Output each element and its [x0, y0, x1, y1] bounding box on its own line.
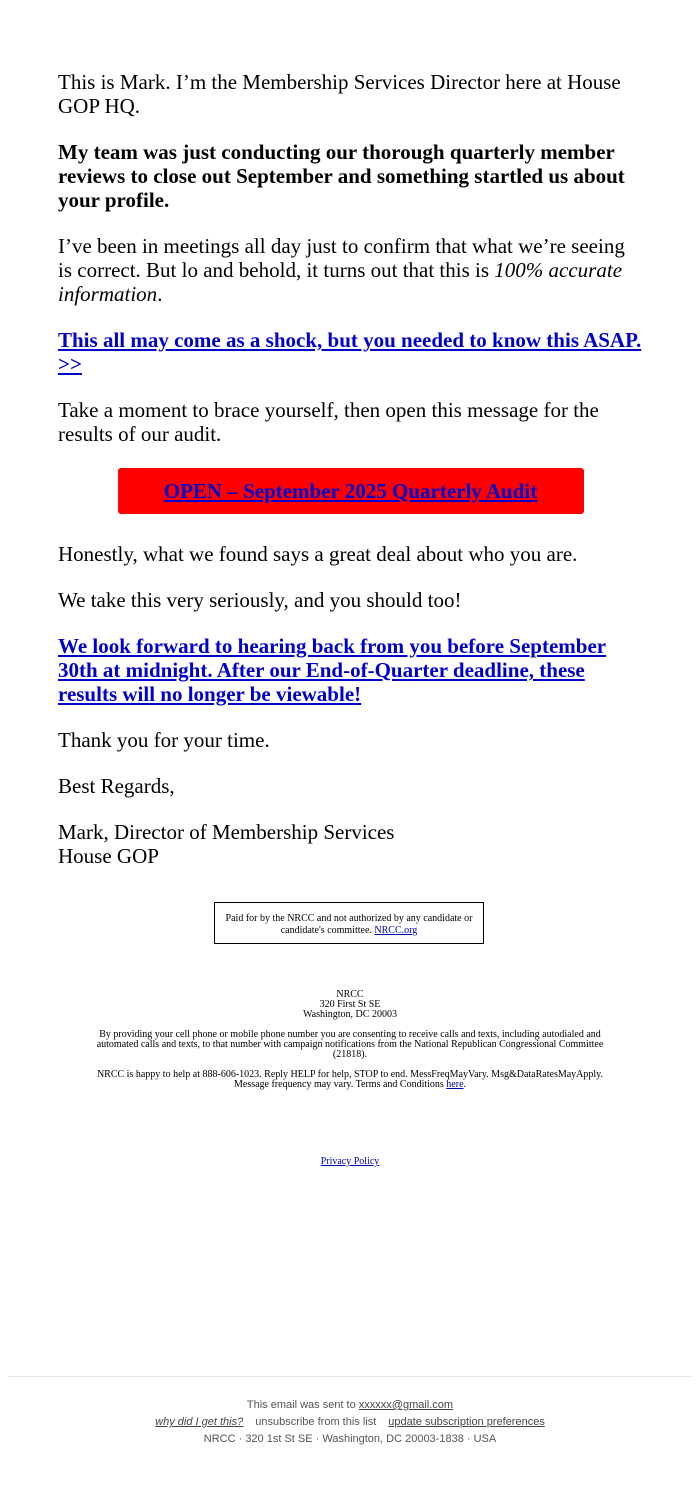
terms-link[interactable]: here	[446, 1079, 464, 1090]
intro-paragraph: This is Mark. I’m the Membership Services Director here at House GOP HQ.	[58, 70, 621, 118]
seriously-paragraph: We take this very seriously, and you should too!	[58, 588, 462, 612]
recipient-email-link[interactable]: xxxxxx@gmail.com	[358, 1399, 454, 1411]
mailchimp-footer: This email was sent to xxxxxx@gmail.com why did I get this? unsubscribe from this list update subscription preferences NRCC · 320 1st St SE · Washington, DC 20003-1838 · USA	[0, 1397, 700, 1448]
meetings-paragraph: I’ve been in meetings all day just to confirm that what we’re seeing is correct. But lo and behold, it turns out that this is 100% accurate information.	[58, 234, 625, 306]
brace-paragraph: Take a moment to brace yourself, then open this message for the results of our audit.	[58, 398, 599, 446]
email-body	[58, 70, 643, 890]
bold-paragraph: My team was just conducting our thorough quarterly member reviews to close out September and something startled us about your profile.	[58, 140, 625, 212]
honestly-paragraph: Honestly, what we found says a great deal about who you are.	[58, 542, 578, 566]
unsubscribe-link[interactable]: unsubscribe from this list	[255, 1416, 377, 1428]
privacy-policy-link[interactable]: Privacy Policy	[320, 1156, 380, 1167]
nrcc-link[interactable]: NRCC.org	[374, 925, 418, 936]
shock-link[interactable]: This all may come as a shock, but you needed to know this ASAP. >>	[58, 328, 642, 376]
regards-paragraph: Best Regards,	[58, 774, 175, 798]
footer-address: NRCC · 320 1st St SE · Washington, DC 20003-1838 · USA	[203, 1433, 497, 1445]
mailing-address: NRCC 320 First St SE Washington, DC 20003	[303, 989, 397, 1020]
deadline-link[interactable]: We look forward to hearing back from you before September 30th at midnight. After our End-of-Quarter deadline, these results will no longer be viewable!	[58, 634, 607, 706]
open-audit-button[interactable]: OPEN – September 2025 Quarterly Audit	[118, 468, 584, 514]
help-text: NRCC is happy to help at 888-606-1023. Reply HELP for help, STOP to end. MessFreqMayVary. Msg&DataRatesMayApply. Message frequency may vary. Terms and Conditions here.	[96, 1069, 604, 1090]
disclaimer-box: Paid for by the NRCC and not authorized by any candidate or candidate's committee. NRCC.org	[214, 902, 484, 944]
thanks-paragraph: Thank you for your time.	[58, 728, 270, 752]
footer-divider	[8, 1376, 692, 1377]
why-link[interactable]: why did I get this?	[155, 1416, 244, 1428]
consent-text: By providing your cell phone or mobile phone number you are consenting to receive calls and texts, including autodialed and automated calls and texts, to that number with campaign notifications from the National Republican Congressional Committee (21818).	[96, 1029, 604, 1060]
update-preferences-link[interactable]: update subscription preferences	[388, 1416, 545, 1428]
signature: Mark, Director of Membership Services House GOP	[58, 820, 395, 868]
